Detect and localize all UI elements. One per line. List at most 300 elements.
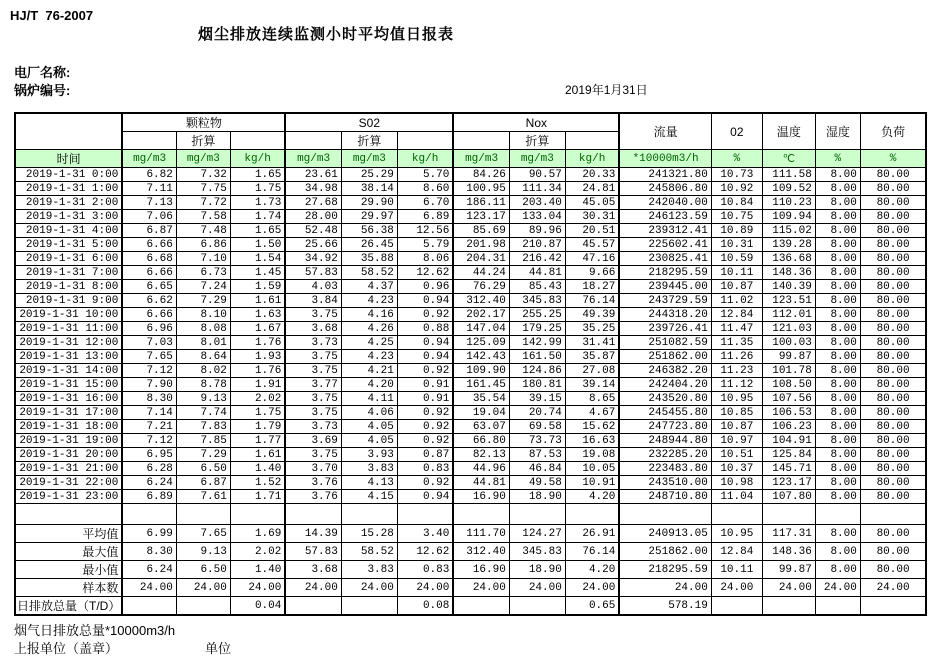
value-cell: 1.91 (230, 378, 285, 392)
table-row (15, 322, 926, 336)
value-cell: 80.00 (860, 364, 926, 378)
value-cell: 52.48 (285, 224, 341, 238)
value-cell: 3.68 (285, 322, 341, 336)
value-cell: 0.91 (397, 378, 453, 392)
value-cell: 80.00 (860, 462, 926, 476)
value-cell: 80.00 (860, 280, 926, 294)
value-cell: 8.65 (565, 392, 619, 406)
value-cell: 8.00 (815, 196, 860, 210)
value-cell: 15.62 (565, 420, 619, 434)
value-cell: 4.20 (341, 378, 397, 392)
value-cell: 85.69 (453, 224, 509, 238)
value-cell: 139.28 (762, 238, 815, 252)
value-cell: 4.15 (341, 490, 397, 504)
value-cell (453, 504, 509, 525)
value-cell: 28.00 (285, 210, 341, 224)
table-row (15, 378, 926, 392)
value-cell: 35.54 (453, 392, 509, 406)
value-cell: 63.07 (453, 420, 509, 434)
value-cell: 4.25 (341, 336, 397, 350)
value-cell: 8.00 (815, 378, 860, 392)
value-cell: 245806.80 (619, 182, 711, 196)
value-cell: 8.00 (815, 308, 860, 322)
value-cell: 6.28 (122, 462, 176, 476)
value-cell: 8.00 (815, 238, 860, 252)
value-cell: 0.92 (397, 476, 453, 490)
value-cell: 124.27 (509, 525, 565, 543)
summary-label: 样本数 (15, 579, 122, 597)
value-cell: 7.11 (122, 182, 176, 196)
value-cell: 99.87 (762, 561, 815, 579)
value-cell: 8.00 (815, 525, 860, 543)
value-cell: 6.50 (176, 561, 230, 579)
value-cell (860, 504, 926, 525)
col-o2: 02 (711, 113, 762, 150)
header-row-units (15, 150, 926, 168)
value-cell: 179.25 (509, 322, 565, 336)
value-cell: 38.14 (341, 182, 397, 196)
value-cell: 8.00 (815, 252, 860, 266)
value-cell: 107.80 (762, 490, 815, 504)
value-cell: 80.00 (860, 525, 926, 543)
table-row (15, 579, 926, 597)
page-title: 烟尘排放连续监测小时平均值日报表 (197, 26, 454, 43)
value-cell: 107.56 (762, 392, 815, 406)
time-cell: 2019-1-31 5:00 (15, 238, 122, 252)
value-cell: 39.14 (565, 378, 619, 392)
value-cell: 19.04 (453, 406, 509, 420)
table-row (15, 597, 926, 616)
value-cell: 45.05 (565, 196, 619, 210)
value-cell: 243729.59 (619, 294, 711, 308)
time-cell: 2019-1-31 22:00 (15, 476, 122, 490)
value-cell: 47.16 (565, 252, 619, 266)
value-cell: 241321.80 (619, 168, 711, 182)
value-cell: 80.00 (860, 350, 926, 364)
value-cell: 80.00 (860, 294, 926, 308)
value-cell: 1.50 (230, 238, 285, 252)
value-cell: 111.34 (509, 182, 565, 196)
table-row (15, 350, 926, 364)
value-cell: 242404.20 (619, 378, 711, 392)
daily-total-label: 日排放总量（T/D） (15, 597, 122, 616)
value-cell: 90.57 (509, 168, 565, 182)
value-cell: 4.21 (341, 364, 397, 378)
value-cell: 24.00 (619, 579, 711, 597)
value-cell: 16.90 (453, 490, 509, 504)
value-cell: 80.00 (860, 490, 926, 504)
sub-spacer (397, 132, 453, 150)
time-cell: 2019-1-31 6:00 (15, 252, 122, 266)
sub-spacer (230, 132, 285, 150)
value-cell: 10.92 (711, 182, 762, 196)
value-cell: 123.17 (762, 476, 815, 490)
value-cell: 8.30 (122, 392, 176, 406)
value-cell: 76.14 (565, 543, 619, 561)
report-date: 2019年1月31日 (565, 83, 648, 97)
value-cell: 7.48 (176, 224, 230, 238)
time-cell: 2019-1-31 13:00 (15, 350, 122, 364)
sub-converted-nox: 折算 (509, 132, 565, 150)
value-cell: 7.65 (176, 525, 230, 543)
value-cell: 12.62 (397, 266, 453, 280)
value-cell: 106.53 (762, 406, 815, 420)
value-cell: 35.87 (565, 350, 619, 364)
value-cell: 10.97 (711, 434, 762, 448)
value-cell: 26.45 (341, 238, 397, 252)
time-cell: 2019-1-31 9:00 (15, 294, 122, 308)
value-cell: 0.88 (397, 322, 453, 336)
value-cell: 49.39 (565, 308, 619, 322)
value-cell: 12.62 (397, 543, 453, 561)
value-cell: 1.65 (230, 224, 285, 238)
value-cell: 109.52 (762, 182, 815, 196)
value-cell: 239726.41 (619, 322, 711, 336)
value-cell: 11.02 (711, 294, 762, 308)
value-cell: 29.90 (341, 196, 397, 210)
value-cell: 7.85 (176, 434, 230, 448)
value-cell: 7.13 (122, 196, 176, 210)
value-cell: 0.94 (397, 336, 453, 350)
value-cell: 66.80 (453, 434, 509, 448)
value-cell: 7.29 (176, 294, 230, 308)
value-cell: 24.00 (509, 579, 565, 597)
value-cell: 6.86 (176, 238, 230, 252)
value-cell: 6.66 (122, 266, 176, 280)
value-cell: 1.54 (230, 252, 285, 266)
value-cell: 9.13 (176, 392, 230, 406)
value-cell: 0.92 (397, 308, 453, 322)
value-cell: 1.75 (230, 406, 285, 420)
value-cell: 8.00 (815, 392, 860, 406)
value-cell: 111.58 (762, 168, 815, 182)
col-group-so2: S02 (285, 113, 453, 132)
value-cell: 4.20 (565, 490, 619, 504)
value-cell: 109.94 (762, 210, 815, 224)
value-cell: 4.06 (341, 406, 397, 420)
value-cell: 80.00 (860, 392, 926, 406)
value-cell: 121.03 (762, 322, 815, 336)
value-cell: 0.92 (397, 420, 453, 434)
report-table (14, 112, 927, 616)
table-row (15, 336, 926, 350)
value-cell: 11.35 (711, 336, 762, 350)
unit-cell-flow: *10000m3/h (619, 150, 711, 168)
value-cell: 10.51 (711, 448, 762, 462)
value-cell: 80.00 (860, 420, 926, 434)
value-cell: 8.00 (815, 420, 860, 434)
value-cell: 46.84 (509, 462, 565, 476)
value-cell: 0.94 (397, 490, 453, 504)
value-cell: 12.84 (711, 543, 762, 561)
time-cell: 2019-1-31 0:00 (15, 168, 122, 182)
value-cell: 0.92 (397, 364, 453, 378)
value-cell: 6.24 (122, 476, 176, 490)
value-cell: 0.96 (397, 280, 453, 294)
value-cell: 1.45 (230, 266, 285, 280)
time-column-header: 时间 (15, 150, 122, 168)
value-cell: 3.75 (285, 350, 341, 364)
value-cell: 8.00 (815, 294, 860, 308)
table-row (15, 504, 926, 525)
table-row (15, 280, 926, 294)
value-cell: 148.36 (762, 266, 815, 280)
value-cell: 11.23 (711, 364, 762, 378)
standard-number: HJ/T 76-2007 (10, 8, 94, 23)
value-cell: 0.92 (397, 406, 453, 420)
value-cell: 6.89 (397, 210, 453, 224)
value-cell: 80.00 (860, 561, 926, 579)
value-cell: 8.10 (176, 308, 230, 322)
value-cell: 7.74 (176, 406, 230, 420)
value-cell: 8.00 (815, 224, 860, 238)
value-cell: 1.74 (230, 210, 285, 224)
value-cell: 142.43 (453, 350, 509, 364)
col-group-particulate: 颗粒物 (122, 113, 285, 132)
table-row (15, 448, 926, 462)
value-cell: 3.93 (341, 448, 397, 462)
value-cell: 27.68 (285, 196, 341, 210)
value-cell: 136.68 (762, 252, 815, 266)
value-cell: 247723.80 (619, 420, 711, 434)
value-cell: 106.23 (762, 420, 815, 434)
value-cell: 7.06 (122, 210, 176, 224)
table-row (15, 252, 926, 266)
sub-spacer (285, 132, 341, 150)
value-cell: 244318.20 (619, 308, 711, 322)
value-cell: 115.02 (762, 224, 815, 238)
value-cell: 1.40 (230, 462, 285, 476)
value-cell: 8.00 (815, 336, 860, 350)
value-cell: 99.87 (762, 350, 815, 364)
value-cell: 124.86 (509, 364, 565, 378)
value-cell: 4.37 (341, 280, 397, 294)
value-cell: 3.75 (285, 308, 341, 322)
sub-spacer (453, 132, 509, 150)
value-cell: 125.09 (453, 336, 509, 350)
time-cell: 2019-1-31 17:00 (15, 406, 122, 420)
value-cell: 104.91 (762, 434, 815, 448)
unit-cell-humidity: % (815, 150, 860, 168)
value-cell: 35.25 (565, 322, 619, 336)
value-cell: 7.12 (122, 434, 176, 448)
value-cell: 45.57 (565, 238, 619, 252)
value-cell: 5.79 (397, 238, 453, 252)
value-cell: 20.33 (565, 168, 619, 182)
value-cell (122, 597, 176, 616)
value-cell: 223483.80 (619, 462, 711, 476)
value-cell: 232285.20 (619, 448, 711, 462)
value-cell: 8.00 (815, 448, 860, 462)
value-cell: 242040.00 (619, 196, 711, 210)
value-cell: 24.00 (860, 579, 926, 597)
value-cell: 8.78 (176, 378, 230, 392)
value-cell: 6.99 (122, 525, 176, 543)
value-cell: 161.45 (453, 378, 509, 392)
value-cell: 18.90 (509, 490, 565, 504)
unit-cell: kg/h (565, 150, 619, 168)
value-cell: 0.83 (397, 561, 453, 579)
value-cell: 7.10 (176, 252, 230, 266)
unit-cell: mg/m3 (509, 150, 565, 168)
time-cell: 2019-1-31 10:00 (15, 308, 122, 322)
table-row (15, 561, 926, 579)
value-cell: 1.63 (230, 308, 285, 322)
value-cell: 3.83 (341, 561, 397, 579)
table-row (15, 525, 926, 543)
value-cell: 8.64 (176, 350, 230, 364)
value-cell (509, 504, 565, 525)
time-cell: 2019-1-31 18:00 (15, 420, 122, 434)
value-cell: 8.00 (815, 322, 860, 336)
value-cell: 15.28 (341, 525, 397, 543)
value-cell: 10.95 (711, 525, 762, 543)
time-cell: 2019-1-31 7:00 (15, 266, 122, 280)
value-cell: 110.23 (762, 196, 815, 210)
table-row (15, 182, 926, 196)
value-cell: 4.26 (341, 322, 397, 336)
value-cell: 251862.00 (619, 350, 711, 364)
value-cell: 246382.20 (619, 364, 711, 378)
col-group-nox: Nox (453, 113, 619, 132)
value-cell: 312.40 (453, 294, 509, 308)
value-cell: 248944.80 (619, 434, 711, 448)
value-cell: 8.00 (815, 350, 860, 364)
value-cell: 10.11 (711, 561, 762, 579)
value-cell: 108.50 (762, 378, 815, 392)
value-cell: 225602.41 (619, 238, 711, 252)
value-cell: 24.00 (285, 579, 341, 597)
value-cell (285, 504, 341, 525)
value-cell: 1.73 (230, 196, 285, 210)
value-cell: 16.63 (565, 434, 619, 448)
value-cell: 8.60 (397, 182, 453, 196)
value-cell: 1.69 (230, 525, 285, 543)
value-cell: 27.08 (565, 364, 619, 378)
col-flow: 流量 (619, 113, 711, 150)
value-cell: 24.00 (122, 579, 176, 597)
value-cell: 1.79 (230, 420, 285, 434)
time-cell: 2019-1-31 19:00 (15, 434, 122, 448)
value-cell: 0.08 (397, 597, 453, 616)
value-cell: 80.00 (860, 448, 926, 462)
time-cell: 2019-1-31 16:00 (15, 392, 122, 406)
value-cell: 29.97 (341, 210, 397, 224)
value-cell: 345.83 (509, 294, 565, 308)
value-cell: 123.17 (453, 210, 509, 224)
summary-label: 最小值 (15, 561, 122, 579)
value-cell: 8.00 (815, 561, 860, 579)
value-cell: 10.85 (711, 406, 762, 420)
value-cell: 44.81 (453, 476, 509, 490)
value-cell: 6.87 (122, 224, 176, 238)
value-cell: 240913.05 (619, 525, 711, 543)
value-cell (176, 504, 230, 525)
table-row (15, 420, 926, 434)
value-cell: 201.98 (453, 238, 509, 252)
value-cell: 1.61 (230, 294, 285, 308)
value-cell: 76.29 (453, 280, 509, 294)
value-cell: 4.16 (341, 308, 397, 322)
value-cell: 204.31 (453, 252, 509, 266)
value-cell: 57.83 (285, 266, 341, 280)
value-cell (860, 597, 926, 616)
value-cell: 3.40 (397, 525, 453, 543)
value-cell: 3.76 (285, 476, 341, 490)
value-cell: 1.75 (230, 182, 285, 196)
value-cell: 8.30 (122, 543, 176, 561)
value-cell: 7.21 (122, 420, 176, 434)
value-cell: 3.75 (285, 364, 341, 378)
value-cell (453, 597, 509, 616)
value-cell: 1.40 (230, 561, 285, 579)
table-row (15, 476, 926, 490)
value-cell: 4.23 (341, 294, 397, 308)
time-cell: 2019-1-31 23:00 (15, 490, 122, 504)
value-cell: 6.24 (122, 561, 176, 579)
value-cell: 10.59 (711, 252, 762, 266)
value-cell: 87.53 (509, 448, 565, 462)
time-cell: 2019-1-31 2:00 (15, 196, 122, 210)
value-cell: 23.61 (285, 168, 341, 182)
unit-cell: mg/m3 (285, 150, 341, 168)
value-cell: 3.83 (341, 462, 397, 476)
table-row (15, 392, 926, 406)
value-cell: 85.43 (509, 280, 565, 294)
value-cell: 6.73 (176, 266, 230, 280)
value-cell (711, 597, 762, 616)
value-cell: 6.62 (122, 294, 176, 308)
table-row (15, 406, 926, 420)
value-cell: 3.73 (285, 336, 341, 350)
col-temperature: 温度 (762, 113, 815, 150)
value-cell: 2.02 (230, 392, 285, 406)
value-cell: 89.96 (509, 224, 565, 238)
value-cell: 8.02 (176, 364, 230, 378)
value-cell: 8.00 (815, 168, 860, 182)
value-cell: 11.47 (711, 322, 762, 336)
value-cell: 80.00 (860, 182, 926, 196)
value-cell: 112.01 (762, 308, 815, 322)
value-cell: 10.87 (711, 280, 762, 294)
value-cell: 0.87 (397, 448, 453, 462)
value-cell: 10.98 (711, 476, 762, 490)
value-cell: 3.69 (285, 434, 341, 448)
value-cell: 39.15 (509, 392, 565, 406)
value-cell: 2.02 (230, 543, 285, 561)
value-cell: 243510.00 (619, 476, 711, 490)
value-cell: 3.73 (285, 420, 341, 434)
value-cell: 24.00 (711, 579, 762, 597)
value-cell: 24.00 (815, 579, 860, 597)
value-cell: 203.40 (509, 196, 565, 210)
reporting-unit-label: 上报单位（盖章） (14, 641, 119, 656)
value-cell: 49.58 (509, 476, 565, 490)
value-cell: 6.82 (122, 168, 176, 182)
value-cell: 101.78 (762, 364, 815, 378)
value-cell (815, 597, 860, 616)
value-cell: 7.29 (176, 448, 230, 462)
value-cell: 6.68 (122, 252, 176, 266)
value-cell: 1.76 (230, 364, 285, 378)
plant-name-label: 电厂名称: (14, 65, 71, 80)
value-cell: 1.52 (230, 476, 285, 490)
value-cell: 10.73 (711, 168, 762, 182)
table-row (15, 196, 926, 210)
value-cell: 109.90 (453, 364, 509, 378)
value-cell (230, 504, 285, 525)
value-cell: 4.05 (341, 434, 397, 448)
